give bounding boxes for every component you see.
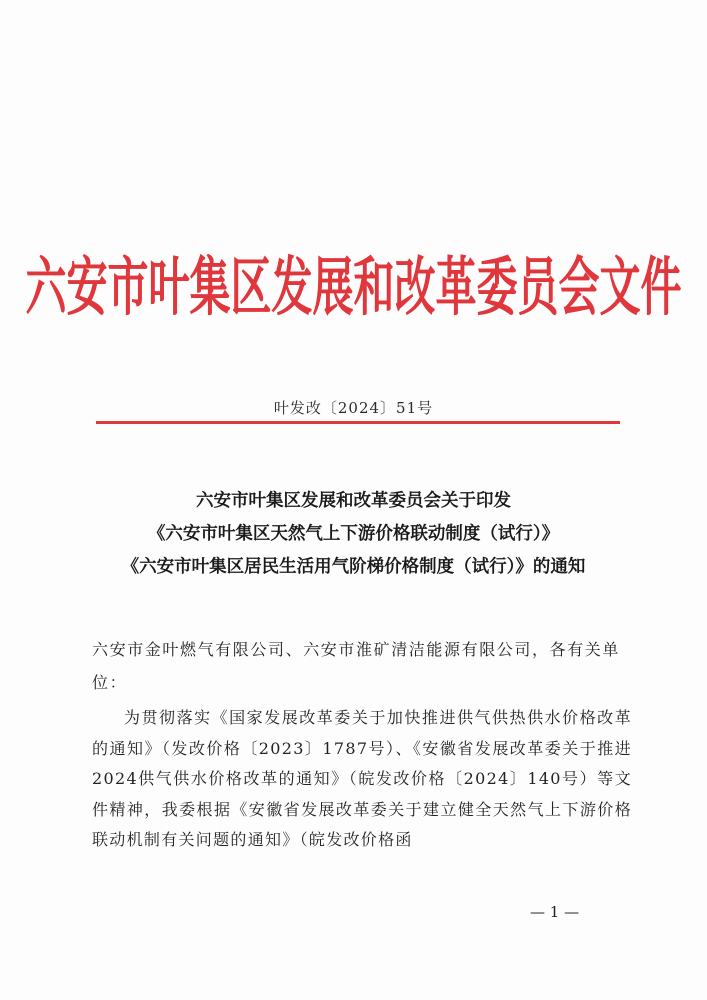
- page-number: — 1 —: [530, 903, 580, 921]
- body-paragraph: 为贯彻落实《国家发展改革委关于加快推进供气供热供水价格改革的通知》（发改价格〔2023〕1787号）、《安徽省发展改革委关于推进2024供气供水价格改革的通知》（皖发改价格〔2024〕140号）等文件精神，我委根据《安徽省发展改革委关于建立健全天然气上下游价格联动机制有关问题的通知》（皖发改价格函: [92, 708, 632, 849]
- notice-title-line-2: 《六安市叶集区天然气上下游价格联动制度（试行）》: [147, 524, 560, 544]
- notice-title-line-1: 六安市叶集区发展和改革委员会关于印发: [196, 491, 511, 511]
- document-number: 叶发改〔2024〕51号: [273, 399, 434, 417]
- agency-header-title: 六安市叶集区发展和改革委员会文件: [25, 249, 682, 325]
- notice-title-line-3: 《六安市叶集区居民生活用气阶梯价格制度（试行）》的通知: [121, 557, 586, 577]
- salutation-recipients: 六安市金叶燃气有限公司、六安市淮矿清洁能源有限公司，各有关单位：: [92, 640, 621, 692]
- notice-title: [0, 485, 707, 584]
- header-divider-line: [96, 421, 620, 424]
